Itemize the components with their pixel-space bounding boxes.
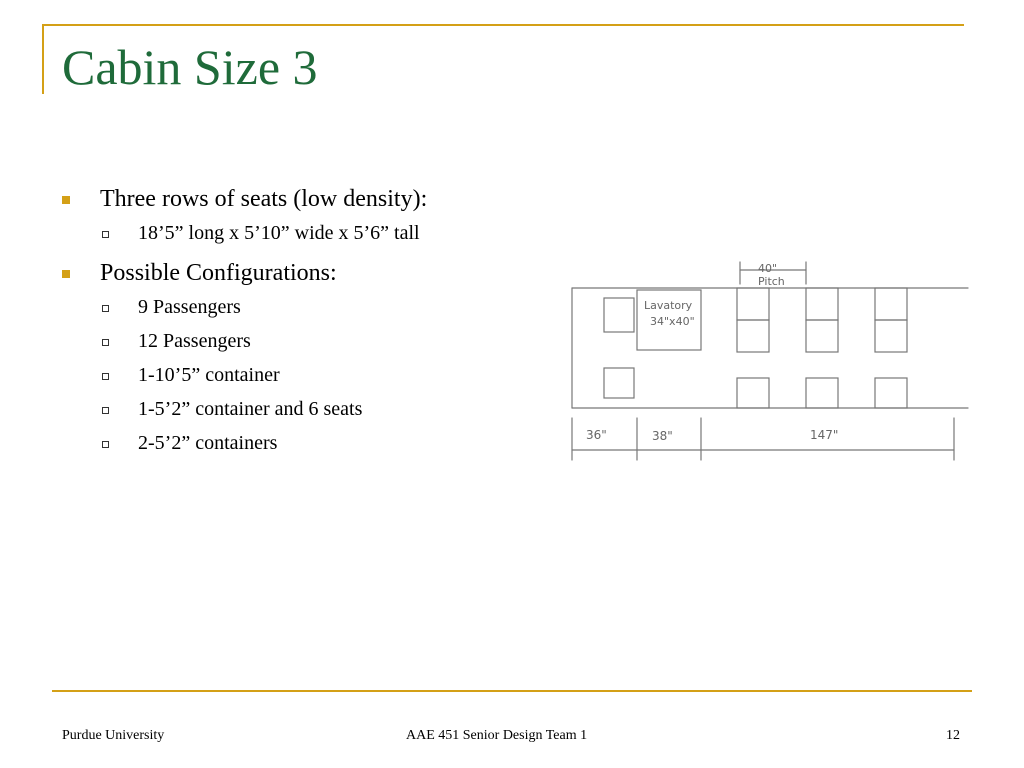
sub-bullet-text: 2-5’2” containers bbox=[138, 432, 278, 454]
sub-bullet-text: 1-10’5” container bbox=[138, 364, 280, 386]
pitch-value-label: 40" bbox=[758, 262, 778, 275]
seat bbox=[806, 378, 838, 408]
title-accent-line-horizontal bbox=[42, 24, 964, 26]
slide-body bbox=[62, 182, 502, 466]
sub-bullet-text: 1-5’2” container and 6 seats bbox=[138, 398, 363, 420]
seat bbox=[875, 320, 907, 352]
seat bbox=[737, 288, 769, 320]
bullet-configurations bbox=[62, 256, 502, 290]
sub-bullet-config-2 bbox=[62, 330, 502, 352]
seat bbox=[737, 320, 769, 352]
pitch-label: Pitch bbox=[758, 275, 785, 288]
lavatory-label: Lavatory bbox=[644, 299, 693, 312]
footer-organization: Purdue University bbox=[62, 728, 165, 743]
seat bbox=[875, 378, 907, 408]
seat bbox=[737, 378, 769, 408]
footer-divider bbox=[52, 690, 972, 692]
dimension-label-1: 36" bbox=[586, 428, 607, 442]
lavatory-size-label: 34"x40" bbox=[650, 315, 695, 328]
seat bbox=[875, 288, 907, 320]
cabin-layout-sketch bbox=[540, 250, 970, 500]
hollow-square-bullet-icon bbox=[102, 339, 109, 346]
bullet-three-rows bbox=[62, 182, 502, 216]
dimension-label-2: 38" bbox=[652, 429, 673, 443]
hollow-square-bullet-icon bbox=[102, 231, 109, 238]
hollow-square-bullet-icon bbox=[102, 441, 109, 448]
sub-bullet-text: 9 Passengers bbox=[138, 296, 241, 318]
sub-bullet-config-4 bbox=[62, 398, 502, 420]
hollow-square-bullet-icon bbox=[102, 373, 109, 380]
seat bbox=[806, 288, 838, 320]
square-bullet-icon bbox=[62, 196, 70, 204]
hollow-square-bullet-icon bbox=[102, 407, 109, 414]
square-bullet-icon bbox=[62, 270, 70, 278]
seat bbox=[806, 320, 838, 352]
bullet-text: Three rows of seats (low density): bbox=[100, 186, 428, 212]
dimension-label-3: 147" bbox=[810, 428, 839, 442]
slide-title: Cabin Size 3 bbox=[62, 39, 318, 95]
left-container-top bbox=[604, 298, 634, 332]
sub-bullet-text: 18’5” long x 5’10” wide x 5’6” tall bbox=[138, 222, 420, 244]
page-number: 12 bbox=[946, 728, 960, 743]
left-container-bottom bbox=[604, 368, 634, 398]
cabin-sketch-svg bbox=[540, 250, 970, 500]
sub-bullet-config-5 bbox=[62, 432, 502, 454]
sub-bullet-config-3 bbox=[62, 364, 502, 386]
sub-bullet-text: 12 Passengers bbox=[138, 330, 251, 352]
footer-team-name: AAE 451 Senior Design Team 1 bbox=[406, 728, 588, 743]
title-accent-line-vertical bbox=[42, 24, 44, 94]
hollow-square-bullet-icon bbox=[102, 305, 109, 312]
sub-bullet-dimensions bbox=[62, 222, 420, 244]
sub-bullet-config-1 bbox=[62, 296, 502, 318]
bullet-text: Possible Configurations: bbox=[100, 260, 337, 286]
